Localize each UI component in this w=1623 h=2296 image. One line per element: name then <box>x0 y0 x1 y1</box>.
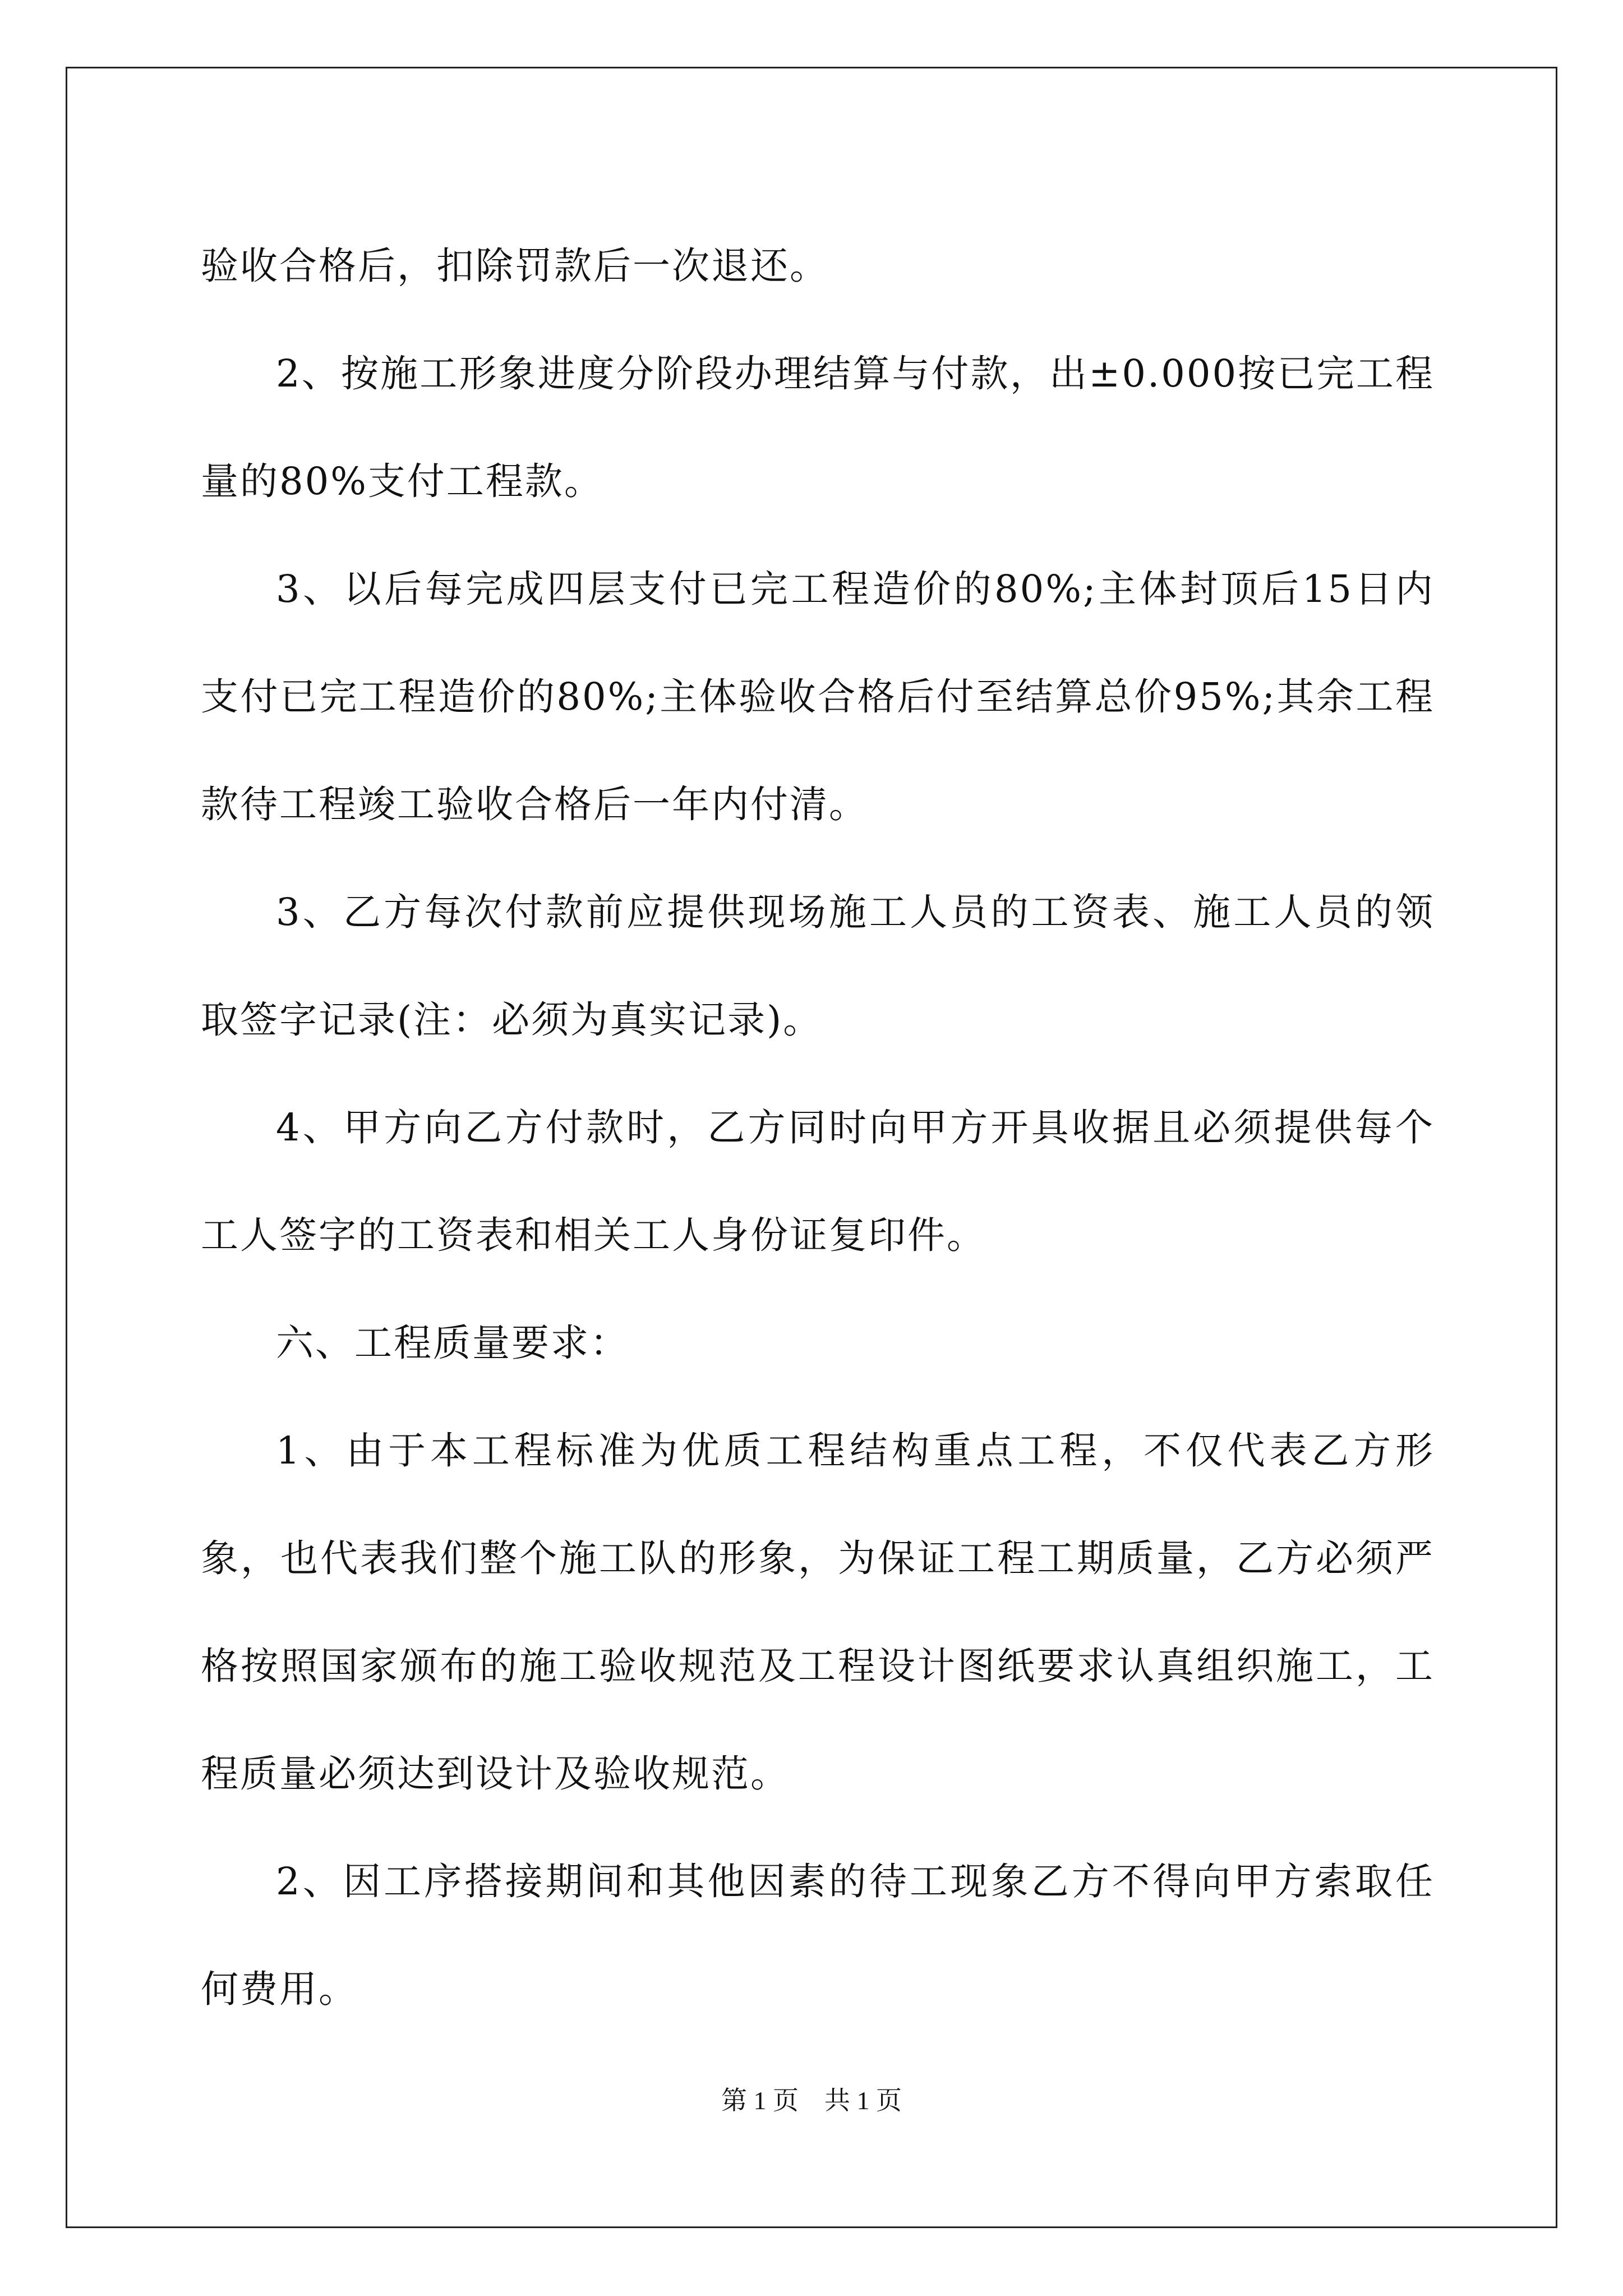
paragraph-1: 验收合格后，扣除罚款后一次退还。 <box>201 244 829 288</box>
document-body <box>201 212 1435 2043</box>
paragraph-5: 4、甲方向乙方付款时，乙方同时向甲方开具收据且必须提供每个工人签字的工资表和相关工人身份证复印件。 <box>201 1106 1435 1257</box>
paragraph-3: 3、以后每完成四层支付已完工程造价的80%;主体封顶后15日内支付已完工程造价的80%;主体验收合格后付至结算总价95%;其余工程款待工程竣工验收合格后一年内付清。 <box>201 567 1435 826</box>
paragraph-6: 1、由于本工程标准为优质工程结构重点工程，不仅代表乙方形象，也代表我们整个施工队的形象，为保证工程工期质量，乙方必须严格按照国家颁布的施工验收规范及工程设计图纸要求认真组织施工，工程质量必须达到设计及验收规范。 <box>201 1429 1435 1796</box>
section-heading: 六、工程质量要求： <box>276 1321 629 1365</box>
paragraph-4: 3、乙方每次付款前应提供现场施工人员的工资表、施工人员的领取签字记录(注：必须为真实记录)。 <box>201 890 1435 1042</box>
paragraph-7: 2、因工序搭接期间和其他因素的待工现象乙方不得向甲方索取任何费用。 <box>201 1860 1435 2011</box>
page-number: 第 1 页 共 1 页 <box>721 2086 902 2115</box>
paragraph-2: 2、按施工形象进度分阶段办理结算与付款，出±0.000按已完工程量的80%支付工程款。 <box>201 352 1435 503</box>
